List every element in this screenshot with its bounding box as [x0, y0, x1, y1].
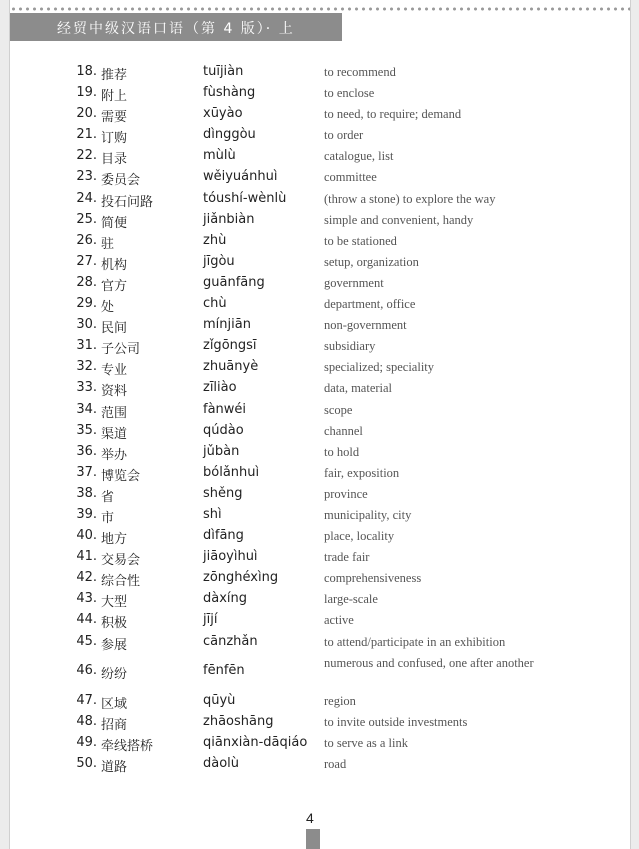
english-meaning: numerous and confused, one after another	[324, 655, 534, 670]
chinese-word: 范围	[101, 405, 128, 421]
vocab-row	[10, 526, 630, 547]
vocab-row	[10, 378, 630, 399]
chinese-word: 举办	[101, 447, 128, 463]
english-meaning: to attend/participate in an exhibition	[324, 634, 506, 649]
pinyin: fùshàng	[203, 85, 256, 101]
entry-number: 48.	[76, 713, 97, 729]
english-meaning: trade fair	[324, 550, 370, 565]
vocab-row	[10, 610, 630, 631]
english-meaning: municipality, city	[324, 507, 412, 522]
entry-number: 43.	[76, 591, 97, 607]
pinyin: wěiyuánhuì	[203, 169, 278, 185]
vocabulary-list	[10, 62, 630, 775]
pinyin: dàxíng	[203, 591, 248, 607]
entry-number: 38.	[76, 485, 97, 501]
pinyin: jījí	[203, 612, 218, 628]
chinese-word: 地方	[101, 532, 128, 548]
english-meaning: department, office	[324, 297, 416, 312]
vocab-row	[10, 712, 630, 733]
chinese-word: 机构	[101, 257, 128, 273]
english-meaning: to order	[324, 128, 364, 143]
chinese-word: 目录	[101, 152, 128, 168]
english-meaning: to need, to require; demand	[324, 107, 462, 122]
vocab-row	[10, 547, 630, 568]
vocab-row	[10, 167, 630, 188]
pinyin: jiǎnbiàn	[203, 211, 255, 227]
entry-number: 32.	[76, 359, 97, 375]
vocab-row	[10, 294, 630, 315]
chinese-word: 简便	[101, 215, 128, 231]
pinyin: zhuānyè	[203, 359, 259, 375]
vocab-row	[10, 632, 630, 653]
vocab-row	[10, 273, 630, 294]
english-meaning: active	[324, 613, 354, 628]
english-meaning: scope	[324, 402, 353, 417]
pinyin: qūyù	[203, 692, 236, 708]
chinese-word: 渠道	[101, 426, 128, 442]
pinyin: jīgòu	[203, 253, 235, 269]
english-meaning: to invite outside investments	[324, 714, 468, 729]
pinyin: dàolù	[203, 755, 240, 771]
chinese-word: 资料	[101, 384, 128, 400]
entry-number: 33.	[76, 380, 97, 396]
entry-number: 24.	[76, 190, 97, 206]
english-meaning: province	[324, 486, 368, 501]
english-meaning: road	[324, 756, 347, 771]
pinyin: zhù	[203, 232, 227, 248]
chinese-word: 处	[101, 300, 115, 316]
entry-number: 44.	[76, 612, 97, 628]
chinese-word: 驻	[101, 236, 115, 252]
entry-number: 37.	[76, 464, 97, 480]
chinese-word: 大型	[101, 595, 128, 611]
chinese-word: 综合性	[101, 574, 141, 590]
entry-number: 23.	[76, 169, 97, 185]
chinese-word: 投石问路	[101, 194, 154, 210]
chinese-word: 牵线搭桥	[101, 738, 154, 754]
pinyin: mùlù	[203, 148, 236, 164]
chinese-word: 市	[101, 510, 115, 526]
entry-number: 25.	[76, 211, 97, 227]
document-page	[9, 0, 631, 849]
pinyin: qúdào	[203, 422, 244, 438]
english-meaning: committee	[324, 170, 377, 185]
vocab-row	[10, 463, 630, 484]
entry-number: 22.	[76, 148, 97, 164]
entry-number: 45.	[76, 633, 97, 649]
english-meaning: subsidiary	[324, 339, 376, 354]
chinese-word: 参展	[101, 637, 128, 653]
pinyin: mínjiān	[203, 317, 251, 333]
entry-number: 41.	[76, 549, 97, 565]
chinese-word: 委员会	[101, 173, 141, 189]
english-meaning: channel	[324, 423, 363, 438]
english-meaning: fair, exposition	[324, 465, 400, 480]
dotted-border	[10, 6, 630, 12]
vocab-row	[10, 691, 630, 712]
chinese-word: 订购	[101, 131, 128, 147]
pinyin: shěng	[203, 485, 243, 501]
vocab-row	[10, 568, 630, 589]
vocab-row	[10, 442, 630, 463]
chinese-word: 子公司	[101, 342, 141, 358]
entry-number: 27.	[76, 253, 97, 269]
vocab-row	[10, 83, 630, 104]
vocab-row	[10, 421, 630, 442]
entry-number: 20.	[76, 106, 97, 122]
chinese-word: 官方	[101, 278, 128, 294]
english-meaning: large-scale	[324, 592, 378, 607]
pinyin: bólǎnhuì	[203, 464, 260, 480]
pinyin: dìnggòu	[203, 127, 256, 143]
pinyin: zīliào	[203, 380, 237, 396]
entry-number: 31.	[76, 338, 97, 354]
english-meaning: to be stationed	[324, 233, 397, 248]
pinyin: zōnghéxìng	[203, 570, 279, 586]
vocab-row	[10, 357, 630, 378]
entry-number: 21.	[76, 127, 97, 143]
chinese-word: 招商	[101, 717, 128, 733]
pinyin: cānzhǎn	[203, 633, 258, 649]
pinyin: fànwéi	[203, 401, 247, 417]
vocab-row	[10, 484, 630, 505]
vocab-row	[10, 505, 630, 526]
book-title: 经贸中级汉语口语（第 4 版）· 上	[57, 21, 295, 37]
chinese-word: 推荐	[101, 68, 128, 83]
chinese-word: 专业	[101, 363, 128, 379]
vocab-row	[10, 733, 630, 754]
chinese-word: 道路	[101, 759, 128, 775]
pinyin: zhāoshāng	[203, 713, 274, 729]
entry-number: 28.	[76, 274, 97, 290]
english-meaning: (throw a stone) to explore the way	[324, 191, 496, 206]
pinyin: shì	[203, 506, 222, 522]
page-number: 4	[306, 810, 314, 826]
entry-number: 46.	[76, 662, 97, 678]
chinese-word: 需要	[101, 110, 128, 126]
vocab-row	[10, 400, 630, 421]
entry-number: 19.	[76, 85, 97, 101]
chinese-word: 民间	[101, 321, 128, 337]
english-meaning: to hold	[324, 444, 360, 459]
entry-number: 29.	[76, 296, 97, 312]
english-meaning: region	[324, 693, 356, 708]
entry-number: 50.	[76, 755, 97, 771]
english-meaning: simple and convenient, handy	[324, 212, 474, 227]
vocab-row	[10, 589, 630, 610]
chinese-word: 博览会	[101, 468, 141, 484]
english-meaning: non-government	[324, 318, 407, 333]
pinyin: guānfāng	[203, 274, 265, 290]
english-meaning: specialized; speciality	[324, 360, 435, 375]
entry-number: 35.	[76, 422, 97, 438]
english-meaning: to serve as a link	[324, 735, 409, 750]
chinese-word: 交易会	[101, 553, 141, 569]
vocab-row	[10, 252, 630, 273]
vocab-row	[10, 754, 630, 775]
english-meaning: to recommend	[324, 65, 396, 79]
chinese-word: 省	[101, 489, 115, 505]
vocab-row	[10, 653, 630, 691]
vocab-row	[10, 189, 630, 210]
pinyin: zǐgōngsī	[203, 338, 257, 354]
entry-number: 34.	[76, 401, 97, 417]
vocab-row	[10, 315, 630, 336]
chinese-word: 积极	[101, 616, 128, 632]
entry-number: 26.	[76, 232, 97, 248]
chinese-word: 纷纷	[101, 666, 128, 682]
english-meaning: comprehensiveness	[324, 571, 422, 586]
entry-number: 47.	[76, 692, 97, 708]
pinyin: dìfāng	[203, 528, 244, 544]
chinese-word: 区域	[101, 696, 128, 712]
english-meaning: to enclose	[324, 86, 375, 101]
english-meaning: government	[324, 275, 384, 290]
pinyin: jiāoyìhuì	[203, 549, 258, 565]
pinyin: chù	[203, 296, 227, 312]
pinyin: tuījiàn	[203, 64, 244, 79]
entry-number: 30.	[76, 317, 97, 333]
vocab-row	[10, 125, 630, 146]
entry-number: 39.	[76, 506, 97, 522]
pinyin: qiānxiàn-dāqiáo	[203, 734, 308, 750]
pinyin: jǔbàn	[203, 443, 240, 459]
page-tab-marker	[306, 829, 320, 849]
entry-number: 49.	[76, 734, 97, 750]
vocab-row	[10, 62, 630, 83]
chinese-word: 附上	[101, 89, 128, 105]
vocab-row	[10, 210, 630, 231]
english-meaning: data, material	[324, 381, 393, 396]
entry-number: 42.	[76, 570, 97, 586]
vocab-row	[10, 231, 630, 252]
pinyin: tóushí-wènlù	[203, 190, 287, 206]
pinyin: xūyào	[203, 106, 243, 122]
vocab-row	[10, 104, 630, 125]
entry-number: 36.	[76, 443, 97, 459]
vocab-row	[10, 336, 630, 357]
english-meaning: setup, organization	[324, 254, 419, 269]
english-meaning: place, locality	[324, 529, 395, 544]
entry-number: 18.	[76, 64, 97, 79]
english-meaning: catalogue, list	[324, 149, 394, 164]
pinyin: fēnfēn	[203, 662, 245, 678]
entry-number: 40.	[76, 528, 97, 544]
vocab-row	[10, 146, 630, 167]
